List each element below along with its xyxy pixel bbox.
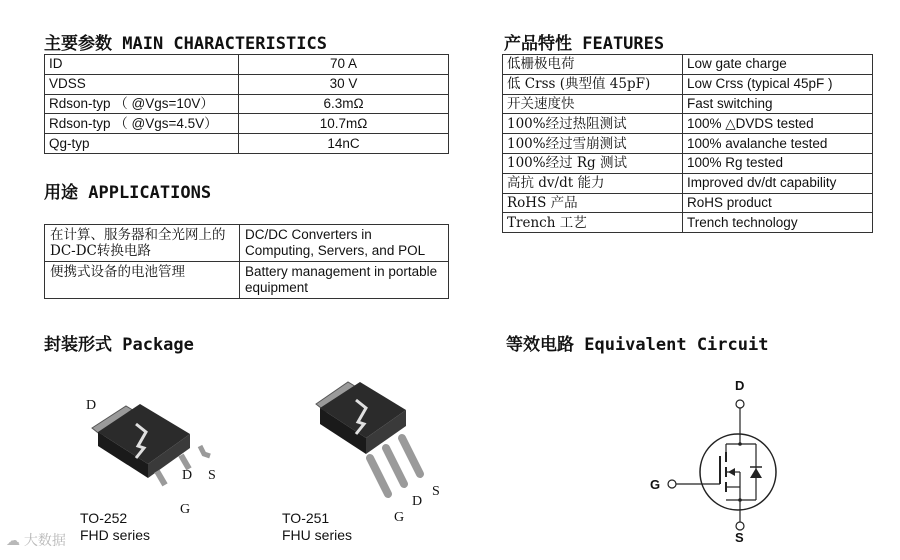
feature-cn-cell: 低 Crss (典型值 45pF): [503, 74, 683, 94]
table-row: [503, 94, 873, 114]
to252-pin-d: D: [182, 468, 193, 483]
feature-cn-cell: Trench 工艺: [503, 213, 683, 233]
table-row: [45, 55, 449, 75]
package-heading: 封装形式 Package: [44, 335, 194, 355]
table-row: [503, 153, 873, 173]
param-cell: ID: [45, 55, 239, 75]
feature-cn-cell: 100%经过 Rg 测试: [503, 153, 683, 173]
feature-cn-cell: RoHS 产品: [503, 193, 683, 213]
table-row: [45, 74, 449, 94]
feature-cn-cell: 100%经过热阻测试: [503, 114, 683, 134]
to251-pin-s: S: [432, 484, 440, 499]
to252-package-image: [78, 392, 228, 502]
circuit-gate-label: G: [650, 477, 661, 492]
to251-name: TO-251: [282, 510, 330, 526]
feature-en-cell: RoHS product: [683, 193, 873, 213]
to252-series: FHD series: [80, 527, 151, 543]
main-characteristics-table: [44, 54, 449, 154]
application-cn-cell: 便携式设备的电池管理: [45, 262, 240, 299]
param-cell: Rdson-typ （ @Vgs=10V）: [45, 94, 239, 114]
table-row: [503, 114, 873, 134]
feature-en-cell: Improved dv/dt capability: [683, 173, 873, 193]
table-row: [45, 114, 449, 134]
feature-en-cell: Low Crss (typical 45pF ): [683, 74, 873, 94]
table-row: [503, 74, 873, 94]
application-en-cell: Battery management in portable equipment: [240, 262, 449, 299]
table-row: [503, 173, 873, 193]
features-table: [502, 54, 873, 233]
param-cell: VDSS: [45, 74, 239, 94]
to252-pin-s: S: [208, 468, 216, 483]
feature-en-cell: 100% avalanche tested: [683, 134, 873, 154]
circuit-source-label: S: [735, 530, 744, 545]
param-cell: Rdson-typ （ @Vgs=4.5V）: [45, 114, 239, 134]
watermark-text: ☁︎ 大数据: [6, 532, 66, 548]
to252-pin-g: G: [180, 502, 191, 517]
main-characteristics-heading: 主要参数 MAIN CHARACTERISTICS: [44, 34, 327, 54]
feature-en-cell: 100% Rg tested: [683, 153, 873, 173]
feature-en-cell: 100% △DVDS tested: [683, 114, 873, 134]
table-row: [45, 134, 449, 154]
table-row: [45, 94, 449, 114]
table-row: [503, 55, 873, 75]
table-row: [503, 193, 873, 213]
param-cell: Qg-typ: [45, 134, 239, 154]
feature-cn-cell: 开关速度快: [503, 94, 683, 114]
watermark-icon: ☁︎: [6, 532, 20, 548]
table-row: [45, 225, 449, 262]
value-cell: 10.7mΩ: [239, 114, 449, 134]
feature-cn-cell: 低栅极电荷: [503, 55, 683, 75]
table-row: [503, 134, 873, 154]
applications-table: [44, 224, 449, 299]
to251-pin-g: G: [394, 510, 405, 525]
value-cell: 14nC: [239, 134, 449, 154]
features-heading: 产品特性 FEATURES: [504, 34, 665, 54]
applications-heading: 用途 APPLICATIONS: [44, 183, 212, 203]
to251-package-image: [296, 372, 446, 512]
table-row: [45, 262, 449, 299]
circuit-drain-label: D: [735, 378, 745, 393]
to251-series: FHU series: [282, 527, 353, 543]
table-row: [503, 213, 873, 233]
feature-en-cell: Fast switching: [683, 94, 873, 114]
application-cn-cell: 在计算、服务器和全光网上的DC-DC转换电路: [45, 225, 240, 262]
feature-en-cell: Trench technology: [683, 213, 873, 233]
feature-cn-cell: 100%经过雪崩测试: [503, 134, 683, 154]
circuit-heading: 等效电路 Equivalent Circuit: [506, 335, 769, 355]
value-cell: 70 A: [239, 55, 449, 75]
to251-pin-d: D: [412, 494, 423, 509]
feature-en-cell: Low gate charge: [683, 55, 873, 75]
to252-pin-d-top: D: [86, 398, 97, 413]
to252-name: TO-252: [80, 510, 128, 526]
application-en-cell: DC/DC Converters in Computing, Servers, and POL: [240, 225, 449, 262]
feature-cn-cell: 高抗 dv/dt 能力: [503, 173, 683, 193]
value-cell: 30 V: [239, 74, 449, 94]
mosfet-circuit-diagram: [660, 392, 800, 542]
value-cell: 6.3mΩ: [239, 94, 449, 114]
